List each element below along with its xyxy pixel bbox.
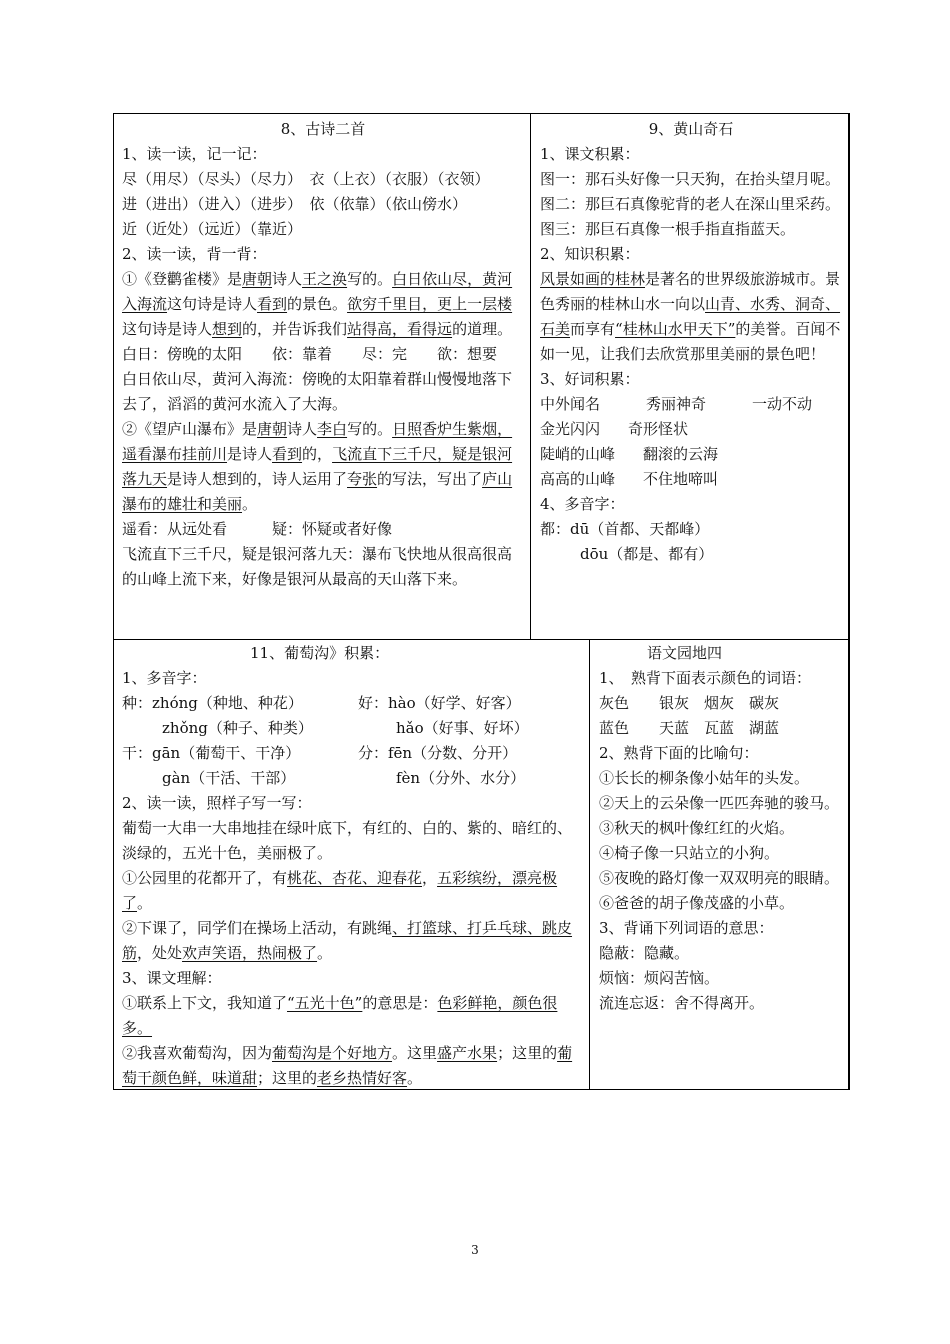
heading: 1、课文积累： xyxy=(540,145,640,163)
word-row: 中外闻名 秀丽神奇 一动不动 xyxy=(540,395,813,413)
polyphone-row: 都：dū（首都、天都峰） xyxy=(540,520,710,538)
picture-text: 图一：那石头好像一只天狗，在抬头望月呢。 xyxy=(540,170,841,188)
knowledge-paragraph: 风景如画的桂林是著名的世界级旅游城市。景色秀丽的桂林山水一向以山青、水秀、洞奇、石美而享有“桂林山水甲天下”的美誉。百闻不如一见，让我们去欣赏那里美丽的景色吧！ xyxy=(540,270,841,363)
color-words: 灰色 银灰 烟灰 碳灰 xyxy=(599,694,780,712)
polyphone-row: 干：gān（葡萄干、干净） 分：fēn（分数、分开） xyxy=(122,744,518,762)
word-row: 陡峭的山峰 翻滚的云海 xyxy=(540,445,719,463)
vocab-meaning: 流连忘返：舍不得离开。 xyxy=(599,994,765,1012)
heading: 3、课文理解： xyxy=(122,969,222,987)
heading: 2、熟背下面的比喻句： xyxy=(599,744,759,762)
language-garden-title: 语文园地四 xyxy=(647,644,723,662)
polyphone-row: 种：zhóng（种地、种花） 好：hào（好学、好客） xyxy=(122,694,521,712)
heading: 1、 熟背下面表示颜色的词语： xyxy=(599,669,812,687)
practice-sentence: ①公园里的花都开了，有桃花、杏花、迎春花，五彩缤纷，漂亮极了。 xyxy=(122,869,558,912)
polyphone-row: zhǒng（种子、种类） hǎo（好事、好坏） xyxy=(162,719,529,737)
understanding-sentence: ①联系上下文，我知道了“五光十色”的意思是：色彩鲜艳，颜色很多。 xyxy=(122,994,558,1037)
metaphor-sentence: ⑤夜晚的路灯像一双双明亮的眼睛。 xyxy=(599,869,840,887)
section-9-title: 9、黄山奇石 xyxy=(648,120,734,138)
practice-sentence: ②下课了，同学们在操场上活动，有跳绳、打篮球、打乒乓球、跳皮筋，处处欢声笑语，热闹极了。 xyxy=(122,919,573,962)
metaphor-sentence: ⑥爸爸的胡子像茂盛的小草。 xyxy=(599,894,795,912)
line-explanation: 白日依山尽，黄河入海流：傍晚的太阳靠着群山慢慢地落下去了，滔滔的黄河水流入了大海。 xyxy=(122,370,513,413)
heading: 1、多音字： xyxy=(122,669,207,687)
understanding-sentence: ②我喜欢葡萄沟，因为葡萄沟是个好地方。这里盛产水果；这里的葡萄干颜色鲜，味道甜；这里的老乡热情好客。 xyxy=(122,1044,573,1087)
word-row: 金光闪闪 奇形怪状 xyxy=(540,420,689,438)
heading: 2、读一读，照样子写一写： xyxy=(122,794,312,812)
worksheet-table xyxy=(113,113,850,1090)
picture-text: 图三：那巨石真像一根手指直指蓝天。 xyxy=(540,220,796,238)
polyphone-row: dōu（都是、都有） xyxy=(580,545,714,563)
heading: 2、知识积累： xyxy=(540,245,640,263)
heading: 3、好词积累： xyxy=(540,370,640,388)
word-notes: 白日：傍晚的太阳 依：靠着 尽：完 欲：想要 xyxy=(122,345,498,363)
table-border-right xyxy=(848,113,850,1090)
section-8-cell xyxy=(113,113,530,639)
poem-1-paragraph: ①《登鹳雀楼》是唐朝诗人王之涣写的。白日依山尽，黄河入海流这句诗是诗人看到的景色。欲穷千里目，更上一层楼这句诗是诗人想到的，并告诉我们站得高，看得远的道理。 xyxy=(122,270,513,338)
word-row: 进（进出）（进入）（进步） 依（依靠）（依山傍水） xyxy=(122,195,468,213)
picture-text: 图二：那巨石真像驼背的老人在深山里采药。 xyxy=(540,195,841,213)
heading: 4、多音字： xyxy=(540,495,625,513)
heading: 1、读一读，记一记： xyxy=(122,145,267,163)
word-row: 近（近处）（远近）（靠近） xyxy=(122,220,303,238)
word-row: 尽（用尽）（尽头）（尽力） 衣（上衣）（衣服）（衣领） xyxy=(122,170,490,188)
language-garden-cell xyxy=(590,640,848,1089)
metaphor-sentence: ④椅子像一只站立的小狗。 xyxy=(599,844,780,862)
metaphor-sentence: ①长长的柳条像小姑年的头发。 xyxy=(599,769,810,787)
section-9-cell xyxy=(531,113,848,639)
poem-2-paragraph: ②《望庐山瀑布》是唐朝诗人李白写的。日照香炉生紫烟，遥看瀑布挂前川是诗人看到的，飞流直下三千尺，疑是银河落九天是诗人想到的，诗人运用了夸张的写法，写出了庐山瀑布的雄壮和美丽。 xyxy=(122,420,513,513)
example-sentence: 葡萄一大串一大串地挂在绿叶底下，有红的、白的、紫的、暗红的、淡绿的，五光十色，美丽极了。 xyxy=(122,819,573,862)
section-11-title: 11、葡萄沟》积累： xyxy=(250,644,390,662)
metaphor-sentence: ②天上的云朵像一匹匹奔驰的骏马。 xyxy=(599,794,840,812)
line-explanation: 飞流直下三千尺，疑是银河落九天：瀑布飞快地从很高很高的山峰上流下来，好像是银河从最高的天山落下来。 xyxy=(122,545,513,588)
word-row: 高高的山峰 不住地啼叫 xyxy=(540,470,719,488)
heading: 3、背诵下列词语的意思： xyxy=(599,919,774,937)
vocab-meaning: 烦恼：烦闷苦恼。 xyxy=(599,969,720,987)
heading: 2、读一读，背一背： xyxy=(122,245,267,263)
color-words: 蓝色 天蓝 瓦蓝 湖蓝 xyxy=(599,719,780,737)
word-notes: 遥看：从远处看 疑：怀疑或者好像 xyxy=(122,520,393,538)
section-11-cell xyxy=(113,640,589,1089)
page-number: 3 xyxy=(471,1243,479,1257)
section-8-title: 8、古诗二首 xyxy=(280,120,366,138)
polyphone-row: gàn（干活、干部） fèn（分外、水分） xyxy=(162,769,526,787)
table-border-bottom xyxy=(113,1089,850,1090)
metaphor-sentence: ③秋天的枫叶像红红的火焰。 xyxy=(599,819,795,837)
vocab-meaning: 隐蔽：隐藏。 xyxy=(599,944,690,962)
